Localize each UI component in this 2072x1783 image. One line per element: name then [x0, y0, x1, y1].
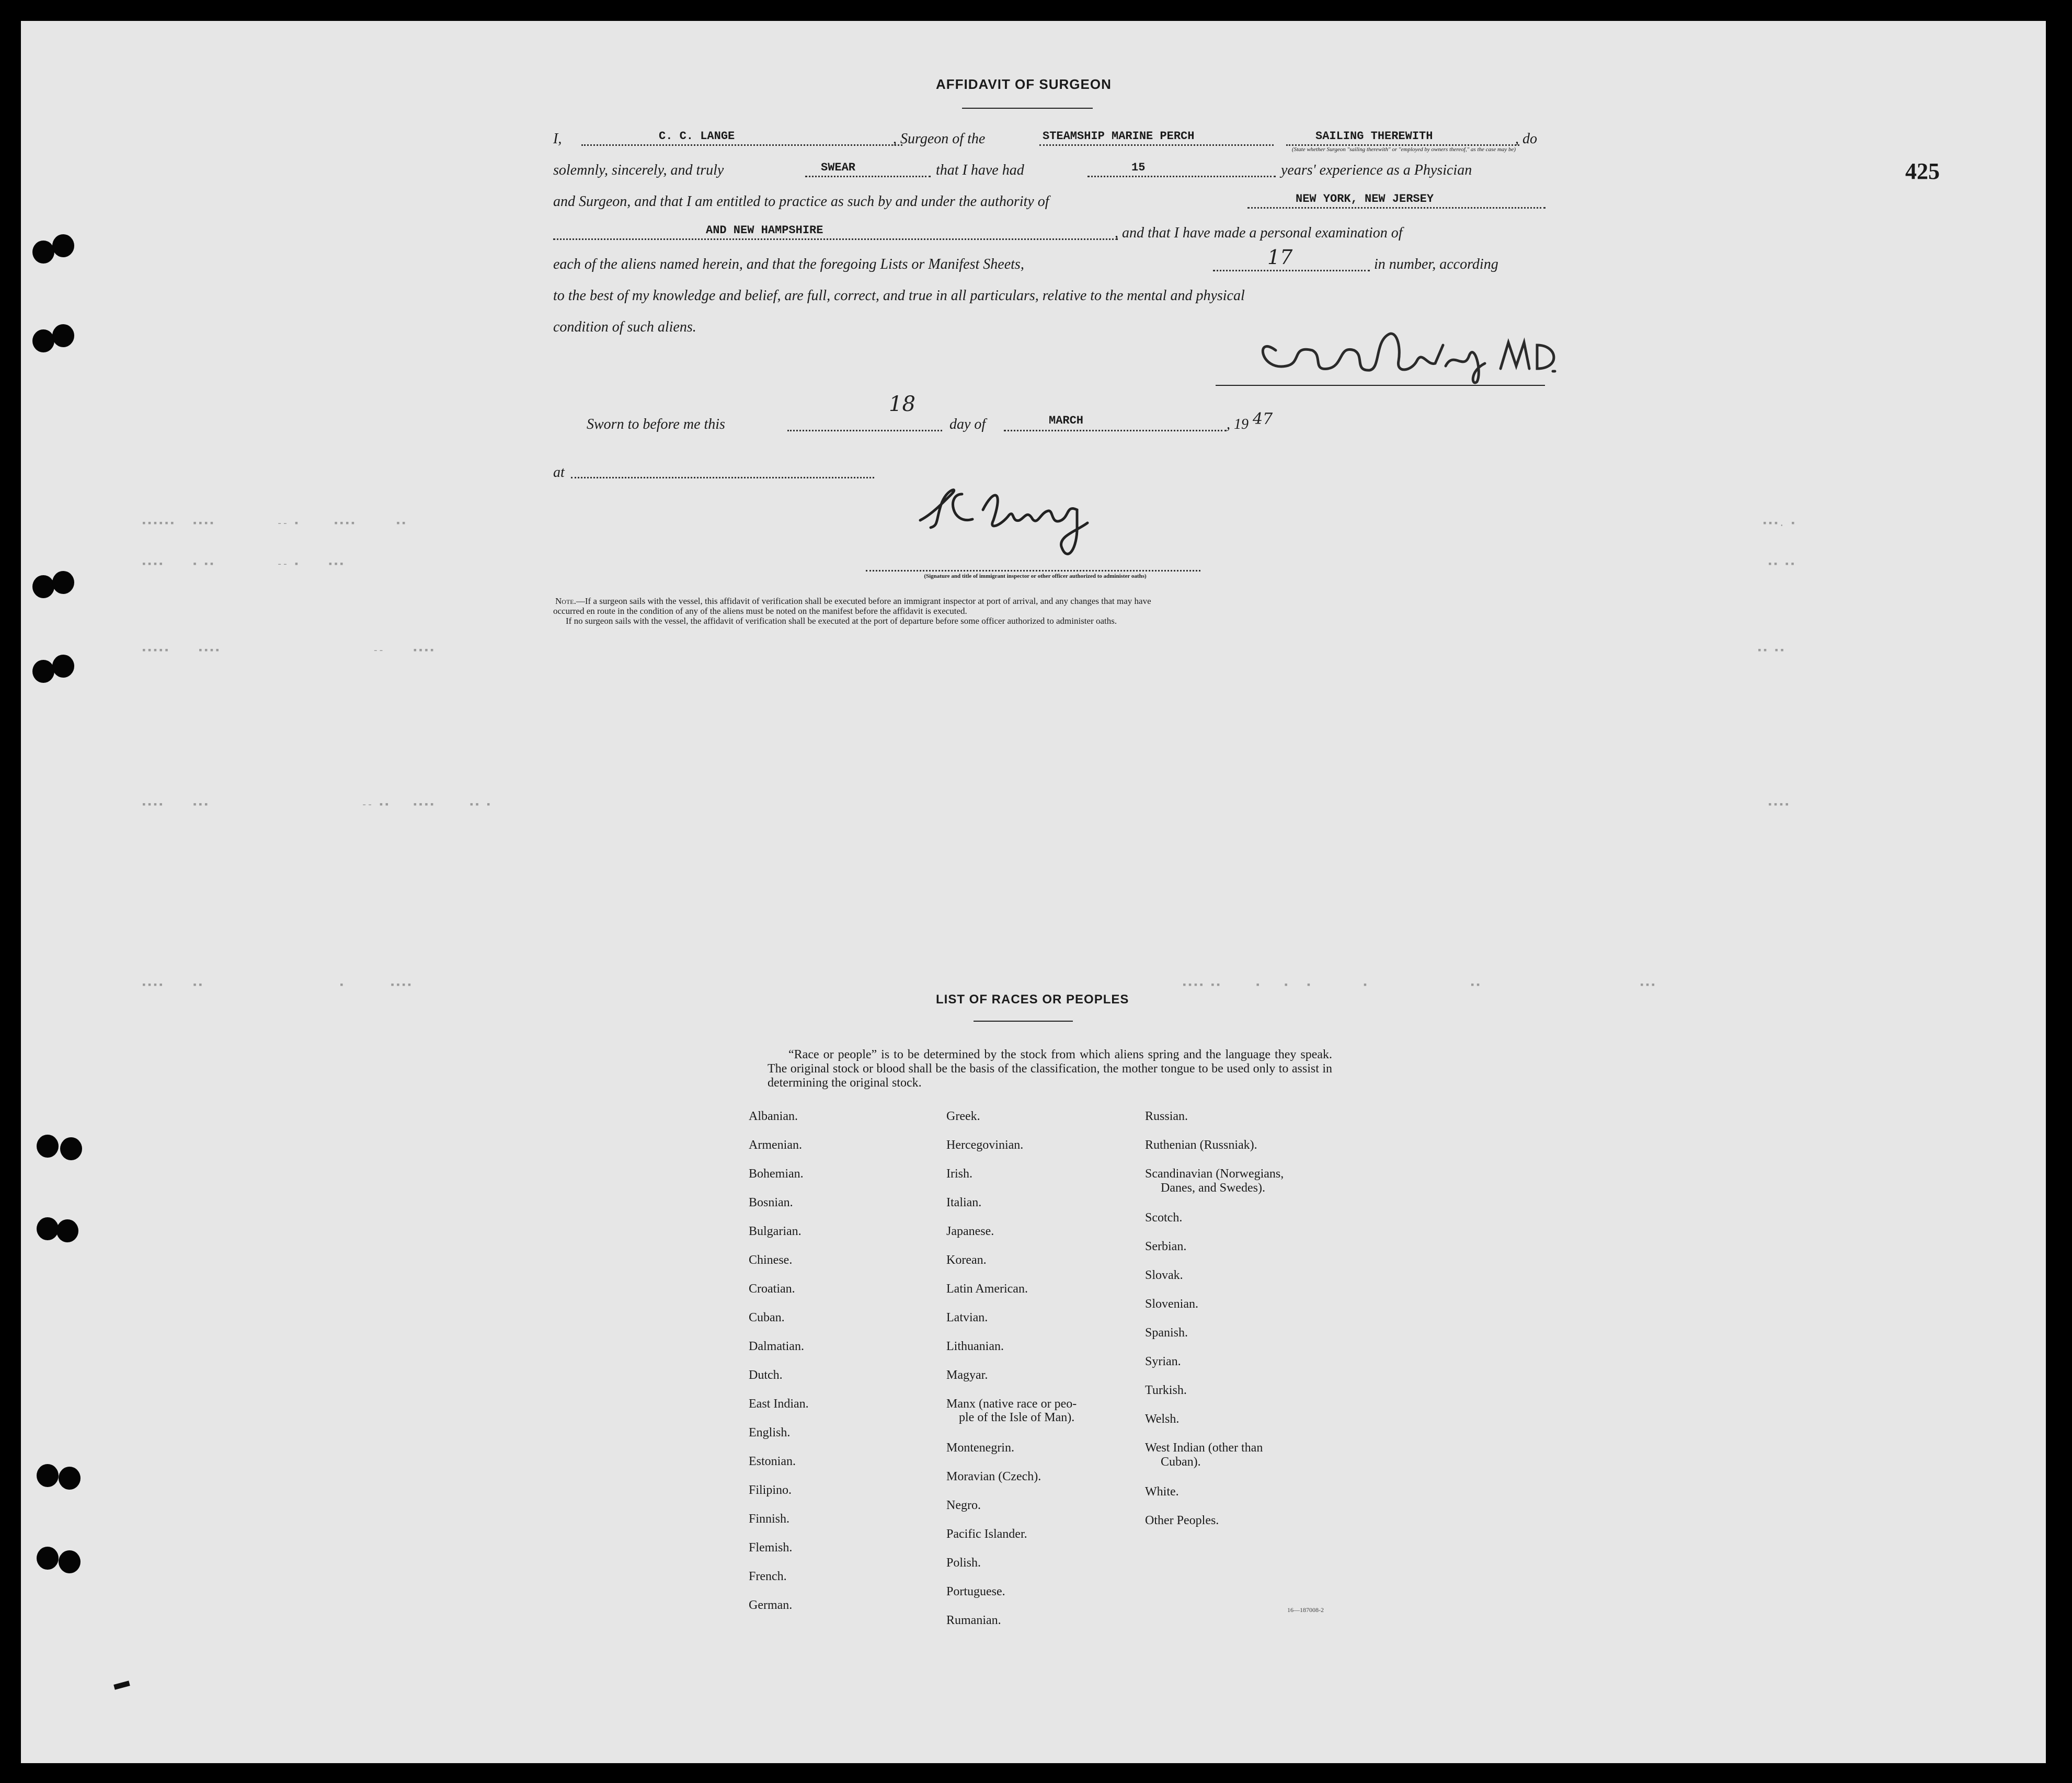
- race-item: Dalmatian.: [749, 1340, 804, 1353]
- race-item: Russian.: [1145, 1110, 1188, 1123]
- race-item: West Indian (other than: [1145, 1441, 1263, 1455]
- sworn-year-value: 47: [1253, 410, 1273, 428]
- bleed-through-mark: ▪▪▪▪▪▪ ▪▪▪▪ -- ▪ ▪▪▪▪ ▪▪: [141, 519, 407, 529]
- race-item: Armenian.: [749, 1138, 802, 1152]
- race-item: Danes, and Swedes).: [1161, 1181, 1265, 1195]
- sheets-value: 17: [1267, 246, 1293, 269]
- line6: to the best of my knowledge and belief, are full, correct, and true in all particulars, relative to the mental and physical: [553, 288, 1245, 304]
- sworn-mid: day of: [949, 416, 986, 432]
- bleed-through-mark: ▪▪ ▪▪: [1767, 559, 1796, 570]
- race-item: Pacific Islander.: [946, 1527, 1027, 1541]
- binder-hole: [56, 1219, 78, 1242]
- race-item: Lithuanian.: [946, 1340, 1004, 1353]
- race-item: Negro.: [946, 1499, 981, 1512]
- sworn-day-line: [787, 430, 942, 431]
- note-line2: occurred en route in the condition of any of the aliens must be noted on the manifest before the affidavit is executed.: [553, 606, 967, 616]
- race-item: Latin American.: [946, 1282, 1028, 1296]
- race-item: Slovak.: [1145, 1268, 1183, 1282]
- race-item: Dutch.: [749, 1368, 783, 1382]
- binder-hole: [32, 660, 54, 683]
- races-column-1: [749, 1110, 937, 1627]
- race-item: East Indian.: [749, 1397, 809, 1411]
- races-title: LIST OF RACES OR PEOPLES: [936, 992, 1129, 1007]
- bleed-through-mark: ▪▪▪. ▪: [1762, 519, 1796, 529]
- race-item: Filipino.: [749, 1483, 792, 1497]
- binder-hole: [37, 1217, 59, 1240]
- title-underline: [962, 108, 1093, 109]
- race-item: Bulgarian.: [749, 1225, 802, 1238]
- sworn-year-prefix: , 19: [1227, 416, 1249, 432]
- binder-hole: [60, 1137, 82, 1160]
- binder-hole: [37, 1135, 59, 1158]
- race-item: Latvian.: [946, 1311, 988, 1324]
- race-item: Spanish.: [1145, 1326, 1188, 1340]
- authority-cont-line: [553, 238, 1118, 240]
- line2-mid: that I have had: [936, 162, 1024, 178]
- race-item: Manx (native race or peo-: [946, 1397, 1077, 1411]
- race-item: Cuban).: [1161, 1455, 1201, 1469]
- bleed-through-mark: ▪▪▪▪▪ ▪▪▪▪ -- ▪▪▪▪: [141, 646, 435, 656]
- race-item: Other Peoples.: [1145, 1514, 1219, 1527]
- binder-hole: [59, 1467, 81, 1490]
- surgeon-name-line: [581, 144, 902, 146]
- race-item: Scotch.: [1145, 1211, 1183, 1225]
- binder-hole: [32, 329, 54, 352]
- binder-hole: [37, 1547, 59, 1570]
- sheets-line: [1213, 270, 1370, 271]
- sworn-month-line: [1004, 430, 1227, 431]
- race-item: German.: [749, 1598, 793, 1612]
- race-item: Bohemian.: [749, 1167, 804, 1181]
- at-label: at: [553, 464, 565, 481]
- binder-hole: [32, 241, 54, 264]
- surgeon-name-value: C. C. LANGE: [659, 130, 735, 143]
- race-item: English.: [749, 1426, 791, 1439]
- vessel-value: STEAMSHIP MARINE PERCH: [1043, 130, 1195, 143]
- at-line: [571, 477, 874, 478]
- line7: condition of such aliens.: [553, 319, 696, 335]
- authority-cont-value: AND NEW HAMPSHIRE: [706, 224, 823, 237]
- line2-prefix: solemnly, sincerely, and truly: [553, 162, 724, 178]
- line2-suffix: years' experience as a Physician: [1281, 162, 1472, 178]
- binder-hole: [59, 1550, 81, 1573]
- vessel-line: [1039, 144, 1274, 146]
- surgeon-signature: [1244, 314, 1569, 387]
- race-item: Korean.: [946, 1253, 987, 1267]
- sworn-prefix: Sworn to before me this: [587, 416, 725, 432]
- race-item: Cuban.: [749, 1311, 785, 1324]
- race-item: Turkish.: [1145, 1384, 1187, 1397]
- race-item: Japanese.: [946, 1225, 994, 1238]
- line1-suffix: , do: [1515, 131, 1537, 147]
- race-item: Irish.: [946, 1167, 972, 1181]
- race-item: Slovenian.: [1145, 1297, 1198, 1311]
- sworn-day-value: 18: [889, 392, 915, 416]
- years-value: 15: [1131, 161, 1146, 174]
- race-item: Chinese.: [749, 1253, 793, 1267]
- race-item: Portuguese.: [946, 1585, 1005, 1598]
- note-line3: If no surgeon sails with the vessel, the affidavit of verification shall be executed at the port of departure before some officer authorized to administer oaths.: [566, 616, 1117, 626]
- race-item: Bosnian.: [749, 1196, 793, 1209]
- race-item: Syrian.: [1145, 1355, 1181, 1368]
- line5-prefix: each of the aliens named herein, and that the foregoing Lists or Manifest Sheets,: [553, 256, 1024, 272]
- line5-suffix: in number, according: [1374, 256, 1498, 272]
- line1-mid: , Surgeon of the: [893, 131, 986, 147]
- status-note: (State whether Surgeon "sailing therewith" or "employed by owners thereof," as the case may be): [1291, 146, 1516, 153]
- races-column-2: [946, 1110, 1145, 1642]
- race-item: Magyar.: [946, 1368, 988, 1382]
- bleed-through-mark: ▪▪▪▪ ▪▪ ▪ ▪ ▪ ▪ ▪▪ ▪▪▪: [1182, 980, 1656, 991]
- status-value: SAILING THEREWITH: [1315, 130, 1433, 143]
- race-item: Italian.: [946, 1196, 982, 1209]
- surgeon-signature-line: [1216, 385, 1545, 386]
- note-line1: [555, 596, 1151, 606]
- binder-hole: [52, 324, 74, 347]
- bleed-through-mark: ▪▪▪▪ ▪▪ ▪ ▪▪▪▪: [141, 980, 413, 991]
- race-item: White.: [1145, 1485, 1179, 1499]
- oath-line: [805, 176, 931, 177]
- race-item: Welsh.: [1145, 1412, 1180, 1426]
- officer-caption: (Signature and title of immigrant inspector or other officer authorized to administer oaths): [924, 573, 1147, 579]
- oath-value: SWEAR: [821, 161, 856, 174]
- race-item: Greek.: [946, 1110, 980, 1123]
- races-title-underline: [974, 1021, 1073, 1022]
- binder-hole: [52, 234, 74, 257]
- binder-hole: [32, 575, 54, 598]
- affidavit-title: AFFIDAVIT OF SURGEON: [936, 76, 1112, 92]
- years-line: [1087, 176, 1276, 177]
- authority-value: NEW YORK, NEW JERSEY: [1296, 192, 1434, 205]
- race-item: Moravian (Czech).: [946, 1470, 1041, 1483]
- authority-line: [1247, 207, 1546, 209]
- officer-signature-line: [866, 570, 1200, 572]
- binder-hole: [37, 1464, 59, 1487]
- binder-hole: [52, 655, 74, 678]
- race-item: Ruthenian (Russniak).: [1145, 1138, 1257, 1152]
- races-intro: “Race or people” is to be determined by the stock from which aliens spring and the language they speak. The original stock or blood shall be the basis of the classification, the mother tongue to be used only to assist in determining the original stock.: [768, 1048, 1332, 1090]
- race-item: Scandinavian (Norwegians,: [1145, 1167, 1284, 1181]
- race-item: Albanian.: [749, 1110, 798, 1123]
- status-line: [1286, 144, 1519, 146]
- race-item: Serbian.: [1145, 1240, 1187, 1253]
- line3-prefix: and Surgeon, and that I am entitled to practice as such by and under the authority of: [553, 193, 1049, 210]
- race-item: Hercegovinian.: [946, 1138, 1024, 1152]
- scan-artifact: [113, 1681, 130, 1689]
- race-item: Flemish.: [749, 1541, 793, 1555]
- race-item: Croatian.: [749, 1282, 795, 1296]
- race-item: Rumanian.: [946, 1614, 1001, 1627]
- race-item: Montenegrin.: [946, 1441, 1014, 1455]
- races-column-3: [1145, 1110, 1365, 1542]
- race-item: ple of the Isle of Man).: [959, 1411, 1075, 1424]
- race-item: French.: [749, 1570, 787, 1583]
- bleed-through-mark: ▪▪▪▪: [1767, 800, 1790, 810]
- line1-prefix: I,: [553, 131, 562, 147]
- document-sheet: [21, 21, 2046, 1763]
- page-number: 425: [1905, 158, 1940, 184]
- binder-hole: [52, 571, 74, 594]
- note-text1: —If a surgeon sails with the vessel, this affidavit of verification shall be executed before an immigrant inspector at port of arrival, and any changes that may have: [576, 596, 1151, 606]
- bleed-through-mark: ▪▪ ▪▪: [1757, 646, 1785, 656]
- race-item: Polish.: [946, 1556, 981, 1570]
- line4-suffix: , and that I have made a personal examination of: [1115, 225, 1403, 241]
- note-label: Note.: [555, 596, 576, 606]
- race-item: Estonian.: [749, 1455, 796, 1468]
- officer-signature: [910, 473, 1129, 567]
- race-item: Finnish.: [749, 1512, 790, 1526]
- bleed-through-mark: ▪▪▪▪ ▪▪▪ -- ▪▪ ▪▪▪▪ ▪▪ ▪: [141, 800, 491, 810]
- sworn-month-value: MARCH: [1049, 414, 1084, 427]
- bleed-through-mark: ▪▪▪▪ ▪ ▪▪ -- ▪ ▪▪▪: [141, 559, 345, 570]
- form-number: 16—187008-2: [1287, 1606, 1324, 1614]
